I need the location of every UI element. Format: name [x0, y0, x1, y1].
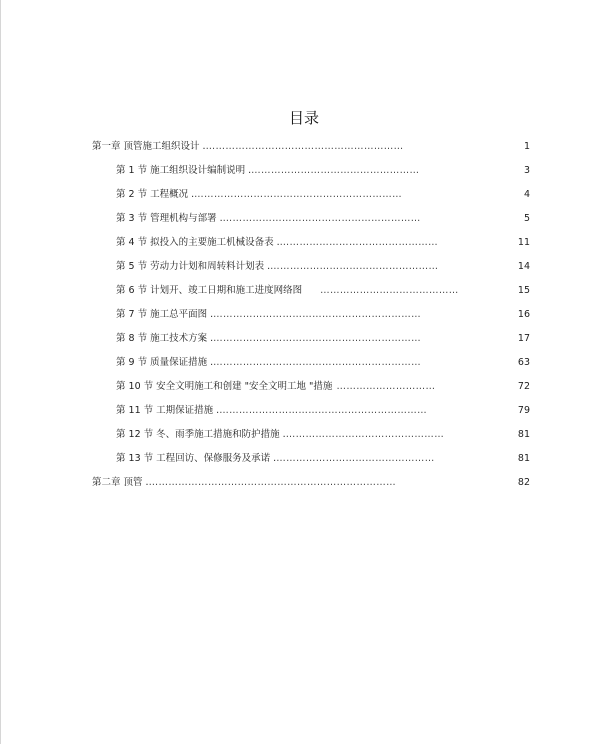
toc-entry-leader: …………………………………………………… — [205, 141, 404, 152]
toc-entry-page: 14 — [517, 261, 530, 272]
toc-entry-page: 1 — [523, 141, 530, 152]
toc-entry[interactable] — [116, 380, 436, 394]
toc-entry-label: 第 5 节 劳动力计划和周转料计划表 . — [116, 261, 271, 272]
toc-entry-page: 15 — [517, 285, 530, 296]
toc-entry-leader: …………………………………………………… — [222, 213, 421, 224]
toc-entry-label: 第二章 顶管 . — [92, 477, 149, 488]
toc-entry-leader: ………………………… — [336, 381, 436, 392]
toc-entry-leader: ………………………………………… — [276, 453, 435, 464]
toc-entry-page: 81 — [517, 429, 530, 440]
toc-entry-label: 第 11 节 工期保证措施 . — [116, 405, 220, 416]
toc-entry-label: 第 6 节 计划开、竣工日期和施工进度网络图 — [116, 285, 303, 296]
toc-entry-leader: ………………………………………………………………… — [148, 477, 397, 488]
toc-entry-leader: ……………………………………………………… — [213, 357, 422, 368]
toc-entry-leader: ……………………………………………………… — [213, 333, 422, 344]
toc-entry-label: 第 10 节 安全文明施工和创建 "安全文明工地 "措施 — [116, 381, 333, 392]
toc-entry[interactable] — [116, 356, 422, 370]
toc-entry-leader: …………………………………………… — [251, 165, 420, 176]
toc-entry-leader: ………………………………………… — [285, 429, 445, 440]
toc-entry[interactable] — [116, 236, 439, 250]
toc-entry[interactable] — [116, 284, 459, 298]
toc-entry-page: 72 — [517, 381, 530, 392]
toc-entry[interactable] — [116, 428, 445, 442]
toc-entry[interactable] — [116, 308, 422, 322]
toc-entry[interactable] — [116, 188, 403, 202]
toc-entry-leader: ……………………………………………………… — [194, 189, 403, 200]
toc-entry-leader: ………………………………………… — [279, 237, 439, 248]
toc-entry-label: 第 1 节 施工组织设计编制说明 . — [116, 165, 252, 176]
toc-entry[interactable] — [116, 404, 428, 418]
toc-entry-page: 63 — [517, 357, 530, 368]
toc-entry-leader: …………………………………………… — [270, 261, 439, 272]
toc-entry-label: 第 7 节 施工总平面图 . — [116, 309, 214, 320]
toc-entry-label: 第 3 节 管理机构与部署 . — [116, 213, 223, 224]
toc-entry[interactable] — [116, 332, 422, 346]
toc-entry-page: 17 — [517, 333, 530, 344]
toc-entry-page: 79 — [517, 405, 530, 416]
toc-entry-leader: …………………………………… — [320, 285, 459, 296]
toc-entry-leader: ……………………………………………………… — [213, 309, 422, 320]
toc-entry-page: 5 — [523, 213, 530, 224]
toc-entry[interactable] — [92, 476, 397, 490]
toc-entry-label: 第 8 节 施工技术方案 . — [116, 333, 214, 344]
page-title: 目录 — [288, 109, 319, 127]
toc-entry-label: 第一章 顶管施工组织设计 . — [92, 141, 206, 152]
toc-entry-leader: ……………………………………………………… — [219, 405, 428, 416]
toc-entry-page: 11 — [517, 237, 530, 248]
toc-entry-label: 第 9 节 质量保证措施 . — [116, 357, 214, 368]
toc-entry-page: 3 — [523, 165, 530, 176]
toc-entry[interactable] — [116, 164, 420, 178]
toc-entry[interactable] — [116, 260, 439, 274]
toc-entry-page: 16 — [517, 309, 530, 320]
toc-entry-label: 第 4 节 拟投入的主要施工机械设备表 . — [116, 237, 280, 248]
toc-entry-page: 82 — [517, 477, 530, 488]
toc-entry-page: 4 — [523, 189, 530, 200]
toc-entry-label: 第 2 节 工程概况 . — [116, 189, 195, 200]
toc-entry-label: 第 13 节 工程回访、保修服务及承诺 . — [116, 453, 277, 464]
toc-entry[interactable] — [116, 452, 435, 466]
toc-entry-page: 81 — [517, 453, 530, 464]
toc-entry-label: 第 12 节 冬、雨季施工措施和防护措施 . — [116, 429, 286, 440]
toc-entry[interactable] — [92, 140, 404, 154]
toc-entry[interactable] — [116, 212, 421, 226]
